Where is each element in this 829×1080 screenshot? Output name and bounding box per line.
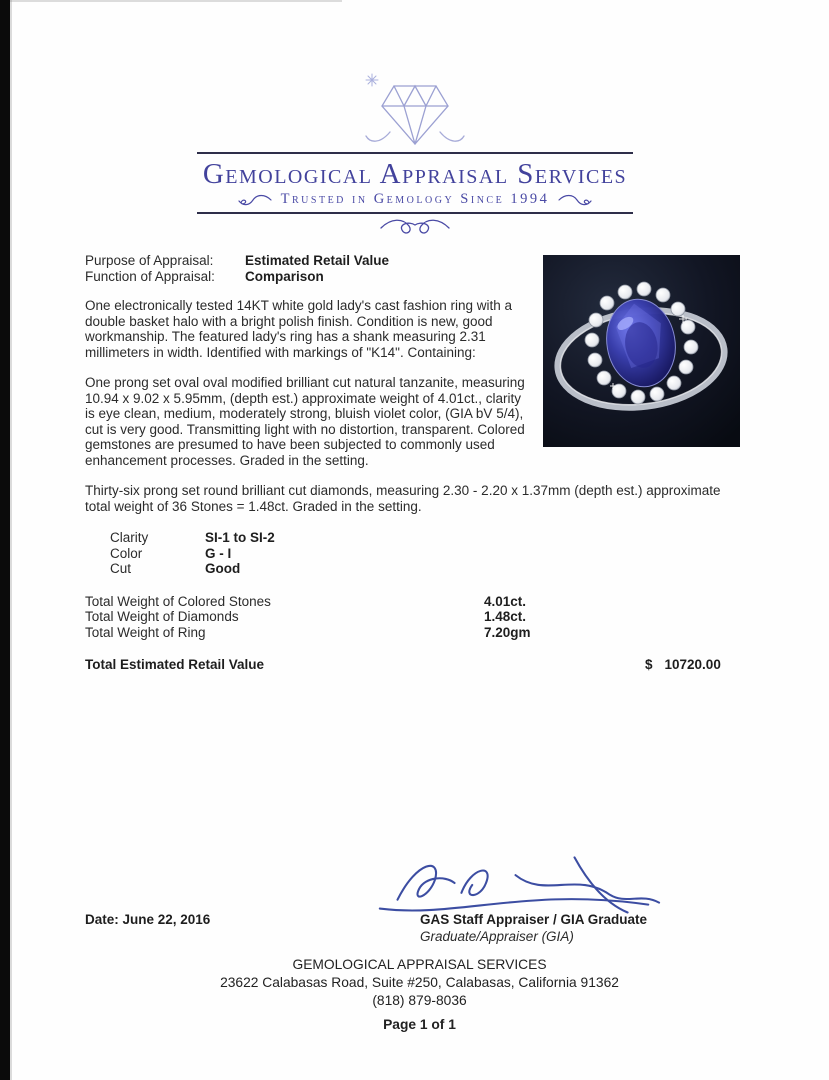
signature-image [368,845,663,920]
grade-value: SI-1 to SI-2 [205,530,275,545]
scan-edge-top [10,0,342,2]
flourish-left-icon [237,192,273,208]
appraisal-body [85,253,740,673]
header-rule-bottom [197,212,633,214]
appraiser-title: GAS Staff Appraiser / GIA Graduate [420,912,648,927]
total-row [85,609,740,625]
purpose-label: Purpose of Appraisal: [85,253,214,268]
grade-label: Color [110,545,143,561]
ring-photo [543,255,740,447]
retail-currency: $ [645,657,653,672]
grade-label: Cut [110,561,132,576]
retail-row [85,657,740,673]
paragraph-tanzanite: One prong set oval oval modified brilliant cut natural tanzanite, measuring 10.94 x 9.02 x 5.95mm, (depth est.) approximate weight of 4.01ct., clarity is eye clean, medium, moderately strong, bluish violet color, (GIA bV 5/4), cut is very good. Transmitting light with no distortion, transparent. Colored gemstones are presumed to have been subjected to commonly used enhancement processes. Graded in the setting. [85,375,525,468]
total-label: Total Weight of Colored Stones [85,593,271,609]
scan-edge-shadow [10,0,12,1080]
paragraph-description: One electronically tested 14KT white gold lady's cast fashion ring with a double basket halo with a bright polish finish. Condition is new, good workmanship. The featured lady's ring has a shank measuring 2.31 millimeters in width. Identified with markings of "K14". Containing: [85,298,513,360]
flourish-right-icon [557,192,593,208]
total-label: Total Weight of Diamonds [85,609,239,624]
grade-label: Clarity [110,530,149,545]
appraiser-subtitle: Graduate/Appraiser (GIA) [420,929,574,944]
header-ornament-icon [375,216,455,238]
grade-row [85,561,740,577]
footer-phone: (818) 879-8036 [372,993,467,1008]
diamond-logo-icon [360,72,470,150]
date-text: Date: June 22, 2016 [85,912,211,927]
footer-page: Page 1 of 1 [383,1017,456,1032]
total-row [85,594,740,610]
grade-row [85,530,740,546]
total-label: Total Weight of Ring [85,624,206,640]
scan-edge-left [0,0,10,1080]
total-value: 4.01ct. [484,593,527,609]
grade-value: G - I [205,545,232,561]
header-subtitle: Trusted in Gemology Since 1994 [280,191,550,207]
footer-company: GEMOLOGICAL APPRAISAL SERVICES [292,957,547,972]
function-label: Function of Appraisal: [85,268,215,284]
grade-value: Good [205,561,241,576]
footer-address: 23622 Calabasas Road, Suite #250, Calabasas, California 91362 [220,975,619,990]
total-value: 7.20gm [484,624,531,640]
grades-table [85,530,740,577]
retail-label: Total Estimated Retail Value [85,657,265,672]
header-rule-top [197,152,633,154]
retail-amount: 10720.00 [664,657,721,672]
footer [10,956,829,1034]
function-value: Comparison [245,268,324,284]
totals [85,594,740,641]
total-value: 1.48ct. [484,609,527,624]
total-row [85,625,740,641]
grade-row [85,546,740,562]
purpose-value: Estimated Retail Value [245,253,390,268]
header [197,72,633,238]
paragraph-diamonds: Thirty-six prong set round brilliant cut diamonds, measuring 2.30 - 2.20 x 1.37mm (depth est.) approximate total weight of 36 Stones = 1.48ct. Graded in the setting. [85,483,721,514]
header-title: Gemological Appraisal Services [202,158,628,190]
